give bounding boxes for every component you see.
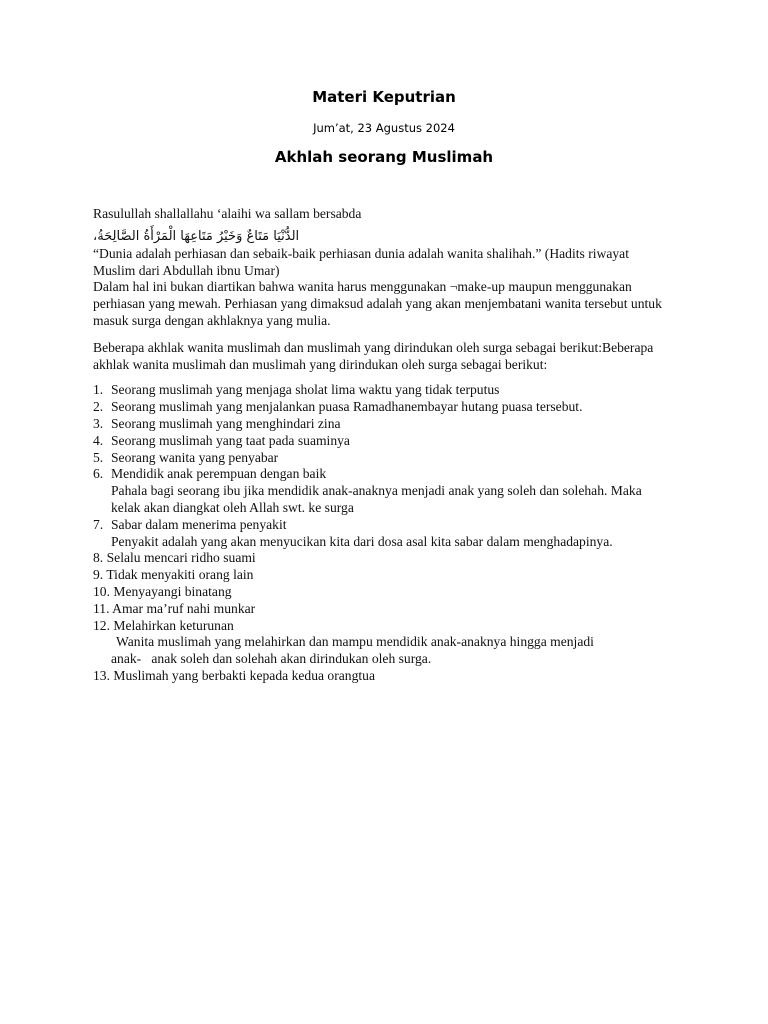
list-item-text: Seorang wanita yang penyabar xyxy=(111,449,279,465)
list-item-text: Sabar dalam menerima penyakit xyxy=(111,516,287,532)
list-item-note: Wanita muslimah yang melahirkan dan mampu mendidik anak-anaknya hingga menjadi xyxy=(116,634,594,650)
list-item: 12. Melahirkan keturunan xyxy=(93,617,234,633)
list-item-note: Penyakit adalah yang akan menyucikan kita dari dosa asal kita sabar dalam menghadapinya. xyxy=(111,533,613,549)
list-item-number: 3. xyxy=(93,415,104,431)
list-item-note: anak- anak soleh dan solehah akan dirindukan oleh surga. xyxy=(111,651,432,667)
list-item-number: 6. xyxy=(93,466,104,482)
list-item xyxy=(93,382,663,399)
list-item-number: 4. xyxy=(93,432,104,448)
list-item-text: Seorang muslimah yang menjaga sholat lima waktu yang tidak terputus xyxy=(111,382,500,398)
list-item xyxy=(93,399,663,416)
list-item-number: 5. xyxy=(93,449,104,465)
list-item: 11. Amar ma’ruf nahi munkar xyxy=(93,600,256,616)
document-body xyxy=(93,206,663,685)
list-item: 8. Selalu mencari ridho suami xyxy=(93,550,256,566)
arabic-hadith: الدُّنْيَا مَتَاعٌ وَخَيْرُ مَتَاعِهَا الْمَرْأَةُ الصَّالِحَةُ، xyxy=(93,228,300,244)
list-item-number: 1. xyxy=(93,382,104,398)
list-item xyxy=(93,517,663,534)
list-item-text: Seorang muslimah yang taat pada suaminya xyxy=(111,432,350,448)
document-subtitle: Akhlah seorang Muslimah xyxy=(274,148,494,166)
list-item-text: Seorang muslimah yang menghindari zina xyxy=(111,415,341,431)
lead-paragraph: Beberapa akhlak wanita muslimah dan muslimah yang dirindukan oleh surga sebagai berikut:Beberapa akhlak wanita muslimah dan muslimah yang dirindukan oleh surga sebagai berikut: xyxy=(93,339,654,372)
list-item xyxy=(93,450,663,467)
hadith-translation: “Dunia adalah perhiasan dan sebaik-baik perhiasan dunia adalah wanita shalihah.” (Hadits riwayat Muslim dari Abdullah ibnu Umar) xyxy=(93,245,629,278)
explanation-paragraph: Dalam hal ini bukan diartikan bahwa wanita harus menggunakan ¬make-up maupun menggunakan perhiasan yang mewah. Perhiasan yang dimaksud adalah yang akan menjembatani wanita tersebut untuk masuk surga dengan akhlaknya yang mulia. xyxy=(93,279,662,328)
list-item: 9. Tidak menyakiti orang lain xyxy=(93,567,254,583)
list-item-number: 2. xyxy=(93,399,104,415)
list-item: 13. Muslimah yang berbakti kepada kedua orangtua xyxy=(93,667,375,683)
list-item xyxy=(93,466,663,483)
list-item: 10. Menyayangi binatang xyxy=(93,583,232,599)
list-item xyxy=(93,416,663,433)
list-item xyxy=(93,433,663,450)
list-item-text: Seorang muslimah yang menjalankan puasa Ramadhanembayar hutang puasa tersebut. xyxy=(111,399,583,415)
document-title: Materi Keputrian xyxy=(312,88,456,106)
akhlak-list xyxy=(93,382,663,550)
document-date: Jum’at, 23 Agustus 2024 xyxy=(313,121,455,135)
list-item-text: Mendidik anak perempuan dengan baik xyxy=(111,466,327,482)
intro-line: Rasulullah shallallahu ‘alaihi wa sallam bersabda xyxy=(93,206,362,221)
list-item-note: Pahala bagi seorang ibu jika mendidik anak-anaknya menjadi anak yang soleh dan solehah. Maka kelak akan diangkat oleh Allah swt. ke surga xyxy=(111,483,642,515)
list-item-number: 7. xyxy=(93,516,104,532)
